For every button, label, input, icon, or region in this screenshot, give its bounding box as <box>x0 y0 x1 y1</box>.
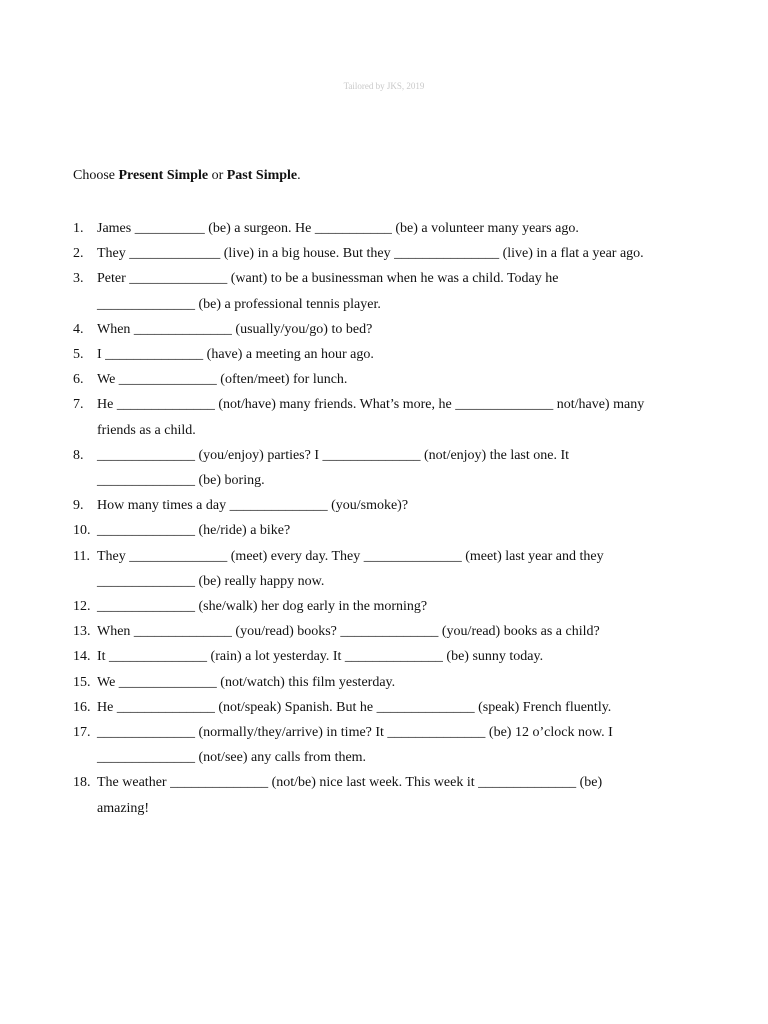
exercise-item <box>73 644 698 669</box>
exercise-text-line: ______________ (he/ride) a bike? <box>97 523 291 539</box>
exercise-item <box>73 443 698 493</box>
exercise-text-line: The weather ______________ (not/be) nice last week. This week it ______________ (be) <box>97 775 603 791</box>
exercise-text-line: They ______________ (meet) every day. They ______________ (meet) last year and they <box>97 548 604 564</box>
exercise-text-line: ______________ (she/walk) her dog early in the morning? <box>97 599 428 615</box>
exercise-item <box>73 266 698 316</box>
exercise-text-line: We ______________ (often/meet) for lunch. <box>97 372 348 388</box>
exercise-item <box>73 216 698 241</box>
exercise-number: 8. <box>73 447 84 463</box>
exercise-item <box>73 518 698 543</box>
exercise-number: 4. <box>73 321 84 337</box>
exercise-item <box>73 241 698 266</box>
exercise-number: 13. <box>73 624 91 640</box>
exercise-text-line: We ______________ (not/watch) this film yesterday. <box>97 674 396 690</box>
exercise-text-line: ______________ (normally/they/arrive) in time? It ______________ (be) 12 o’clock now. I <box>97 725 613 741</box>
exercise-text-line: It ______________ (rain) a lot yesterday. It ______________ (be) sunny today. <box>97 649 544 665</box>
instruction-suffix: . <box>297 168 301 183</box>
exercise-number: 14. <box>73 649 91 665</box>
exercise-item <box>73 392 698 442</box>
instruction-text <box>73 167 301 185</box>
exercise-text-line: James __________ (be) a surgeon. He ___________ (be) a volunteer many years ago. <box>97 221 579 236</box>
exercise-text-line: ______________ (you/enjoy) parties? I ______________ (not/enjoy) the last one. It <box>97 447 570 463</box>
exercise-text-line: Peter ______________ (want) to be a businessman when he was a child. Today he <box>97 271 559 287</box>
exercise-number: 16. <box>73 699 91 715</box>
exercise-text-line: When ______________ (usually/you/go) to bed? <box>97 321 373 337</box>
exercise-number: 7. <box>73 397 84 413</box>
exercise-text-line: ______________ (be) a professional tennis player. <box>97 296 381 312</box>
exercise-text-line: amazing! <box>97 800 150 816</box>
exercise-number: 15. <box>73 674 91 690</box>
exercise-number: 10. <box>73 523 91 539</box>
exercise-item <box>73 317 698 342</box>
exercise-text-line: How many times a day ______________ (you/smoke)? <box>97 498 409 514</box>
exercise-number: 12. <box>73 599 91 615</box>
exercise-text-line: When ______________ (you/read) books? ______________ (you/read) books as a child? <box>97 624 600 640</box>
exercise-text-line: I ______________ (have) a meeting an hour ago. <box>97 347 374 363</box>
exercise-text-line: ______________ (not/see) any calls from them. <box>97 750 367 766</box>
exercise-number: 18. <box>73 775 91 791</box>
exercise-number: 5. <box>73 347 84 363</box>
exercise-text-line: ______________ (be) really happy now. <box>97 573 325 589</box>
exercise-item <box>73 544 698 594</box>
exercise-item <box>73 342 698 367</box>
instruction-prefix: Choose <box>73 168 119 183</box>
exercise-item <box>73 493 698 518</box>
exercise-text-line: He ______________ (not/speak) Spanish. But he ______________ (speak) French fluently. <box>97 699 612 715</box>
exercise-item <box>73 720 698 770</box>
exercise-item <box>73 770 698 820</box>
exercise-number: 3. <box>73 271 84 287</box>
exercise-item <box>73 594 698 619</box>
exercise-text-line: friends as a child. <box>97 422 196 438</box>
instruction-option-present: Present Simple <box>118 168 209 183</box>
exercise-text-line: He ______________ (not/have) many friends. What’s more, he ______________ not/have) many <box>97 397 645 413</box>
exercise-item <box>73 670 698 695</box>
exercise-number: 11. <box>73 548 90 564</box>
exercise-number: 17. <box>73 725 91 741</box>
exercise-number: 2. <box>73 246 84 262</box>
page-header-watermark: Tailored by JKS, 2019 <box>343 81 425 91</box>
exercise-number: 1. <box>73 221 84 236</box>
exercise-item <box>73 367 698 392</box>
instruction-middle: or <box>208 168 227 183</box>
exercise-item <box>73 619 698 644</box>
exercise-text-line: They _____________ (live) in a big house. But they _______________ (live) in a flat a year ago. <box>97 246 644 262</box>
exercise-number: 6. <box>73 372 84 388</box>
instruction-option-past: Past Simple <box>226 168 298 183</box>
exercise-item <box>73 695 698 720</box>
exercise-number: 9. <box>73 498 84 514</box>
exercise-list <box>73 216 698 821</box>
exercise-text-line: ______________ (be) boring. <box>97 473 265 489</box>
